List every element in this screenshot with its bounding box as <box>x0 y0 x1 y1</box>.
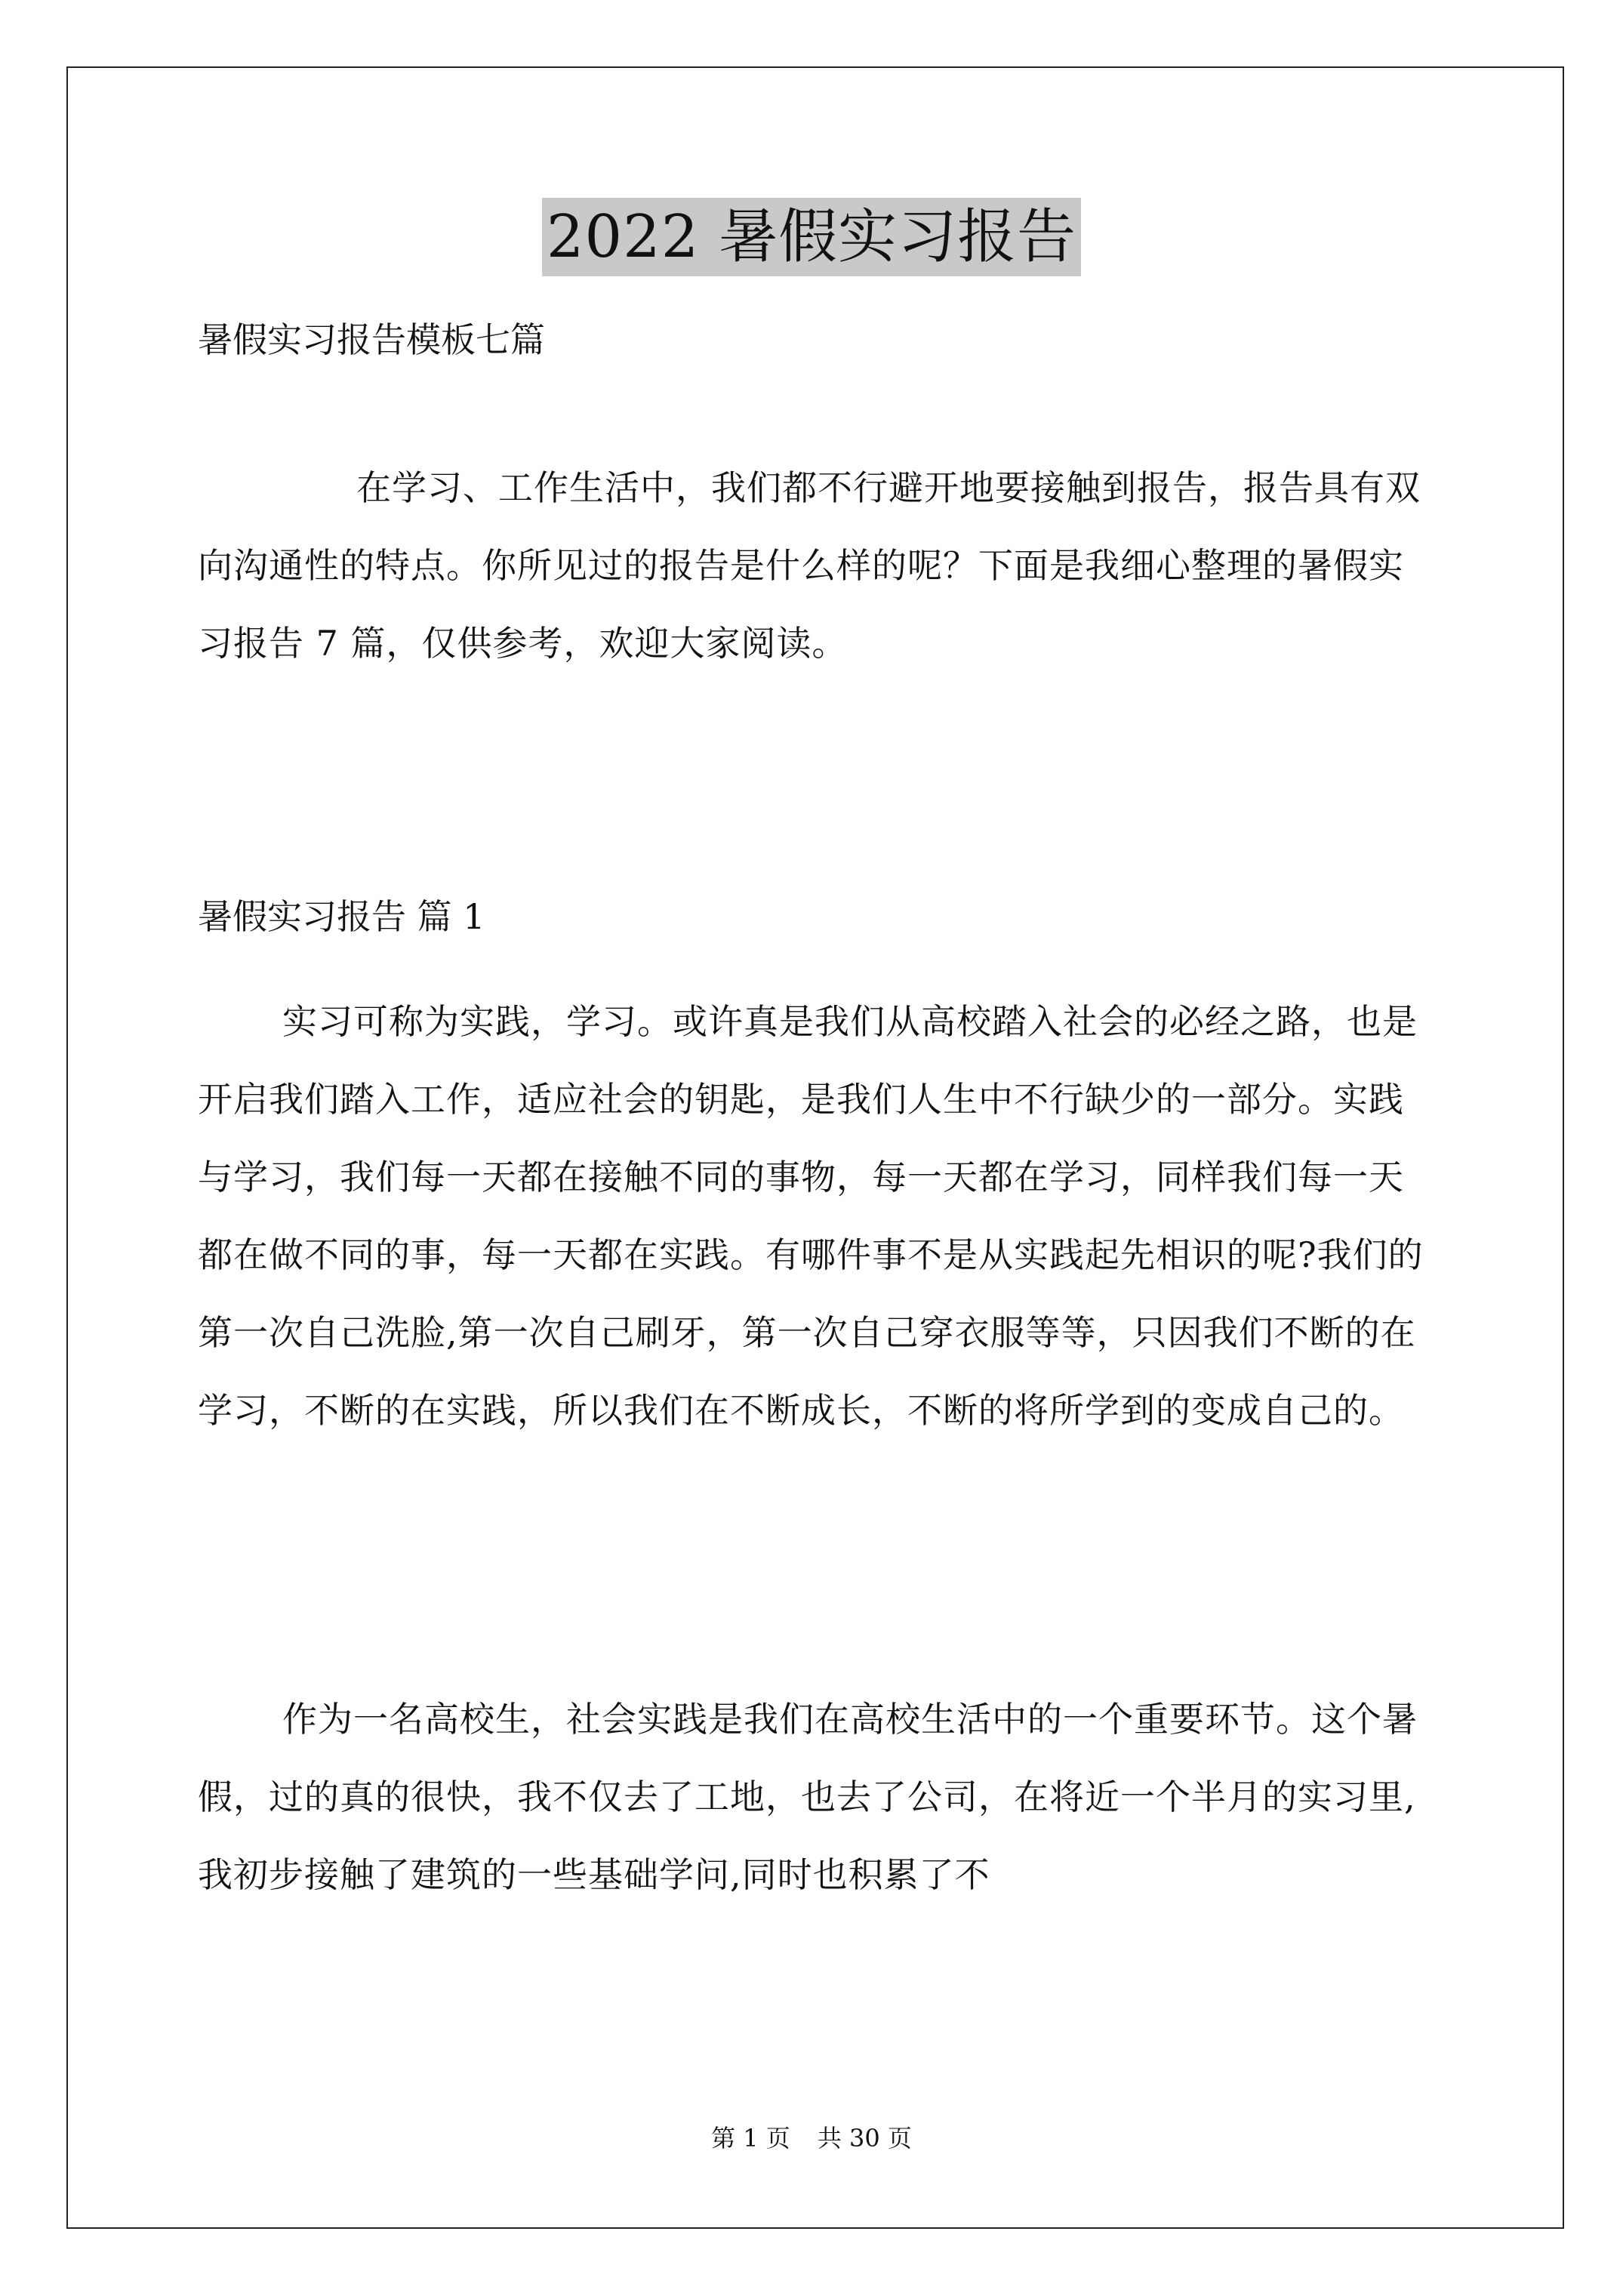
body-paragraph-1: 实习可称为实践，学习。或许真是我们从高校踏入社会的必经之路，也是开启我们踏入工作，适应社会的钥匙，是我们人生中不行缺少的一部分。实践与学习，我们每一天都在接触不同的事物，每一天都在学习，同样我们每一天都在做不同的事，每一天都在实践。有哪件事不是从实践起先相识的呢?我们的第一次自己洗脸,第一次自己刷牙，第一次自己穿衣服等等，只因我们不断的在学习，不断的在实践，所以我们在不断成长，不断的将所学到的变成自己的。 <box>198 1001 1424 1431</box>
section-heading: 暑假实习报告 篇 1 <box>198 896 485 937</box>
body-paragraph-2: 作为一名高校生，社会实践是我们在高校生活中的一个重要环节。这个暑假，过的真的很快，我不仅去了工地，也去了公司，在将近一个半月的实习里,我初步接触了建筑的一些基础学问,同时也积累了不 <box>198 1699 1418 1895</box>
intro-paragraph: 在学习、工作生活中，我们都不行避开地要接触到报告，报告具有双向沟通性的特点。你所见过的报告是什么样的呢？下面是我细心整理的暑假实习报告 7 篇，仅供参考，欢迎大家阅读。 <box>198 467 1421 664</box>
page-number: 第 1 页 <box>711 2124 790 2153</box>
document-title: 2022 暑假实习报告 <box>542 198 1081 276</box>
title-container <box>0 198 1623 276</box>
document-subtitle: 暑假实习报告模板七篇 <box>198 319 545 360</box>
page-total: 共 30 页 <box>817 2124 912 2153</box>
page-footer <box>0 2123 1623 2153</box>
